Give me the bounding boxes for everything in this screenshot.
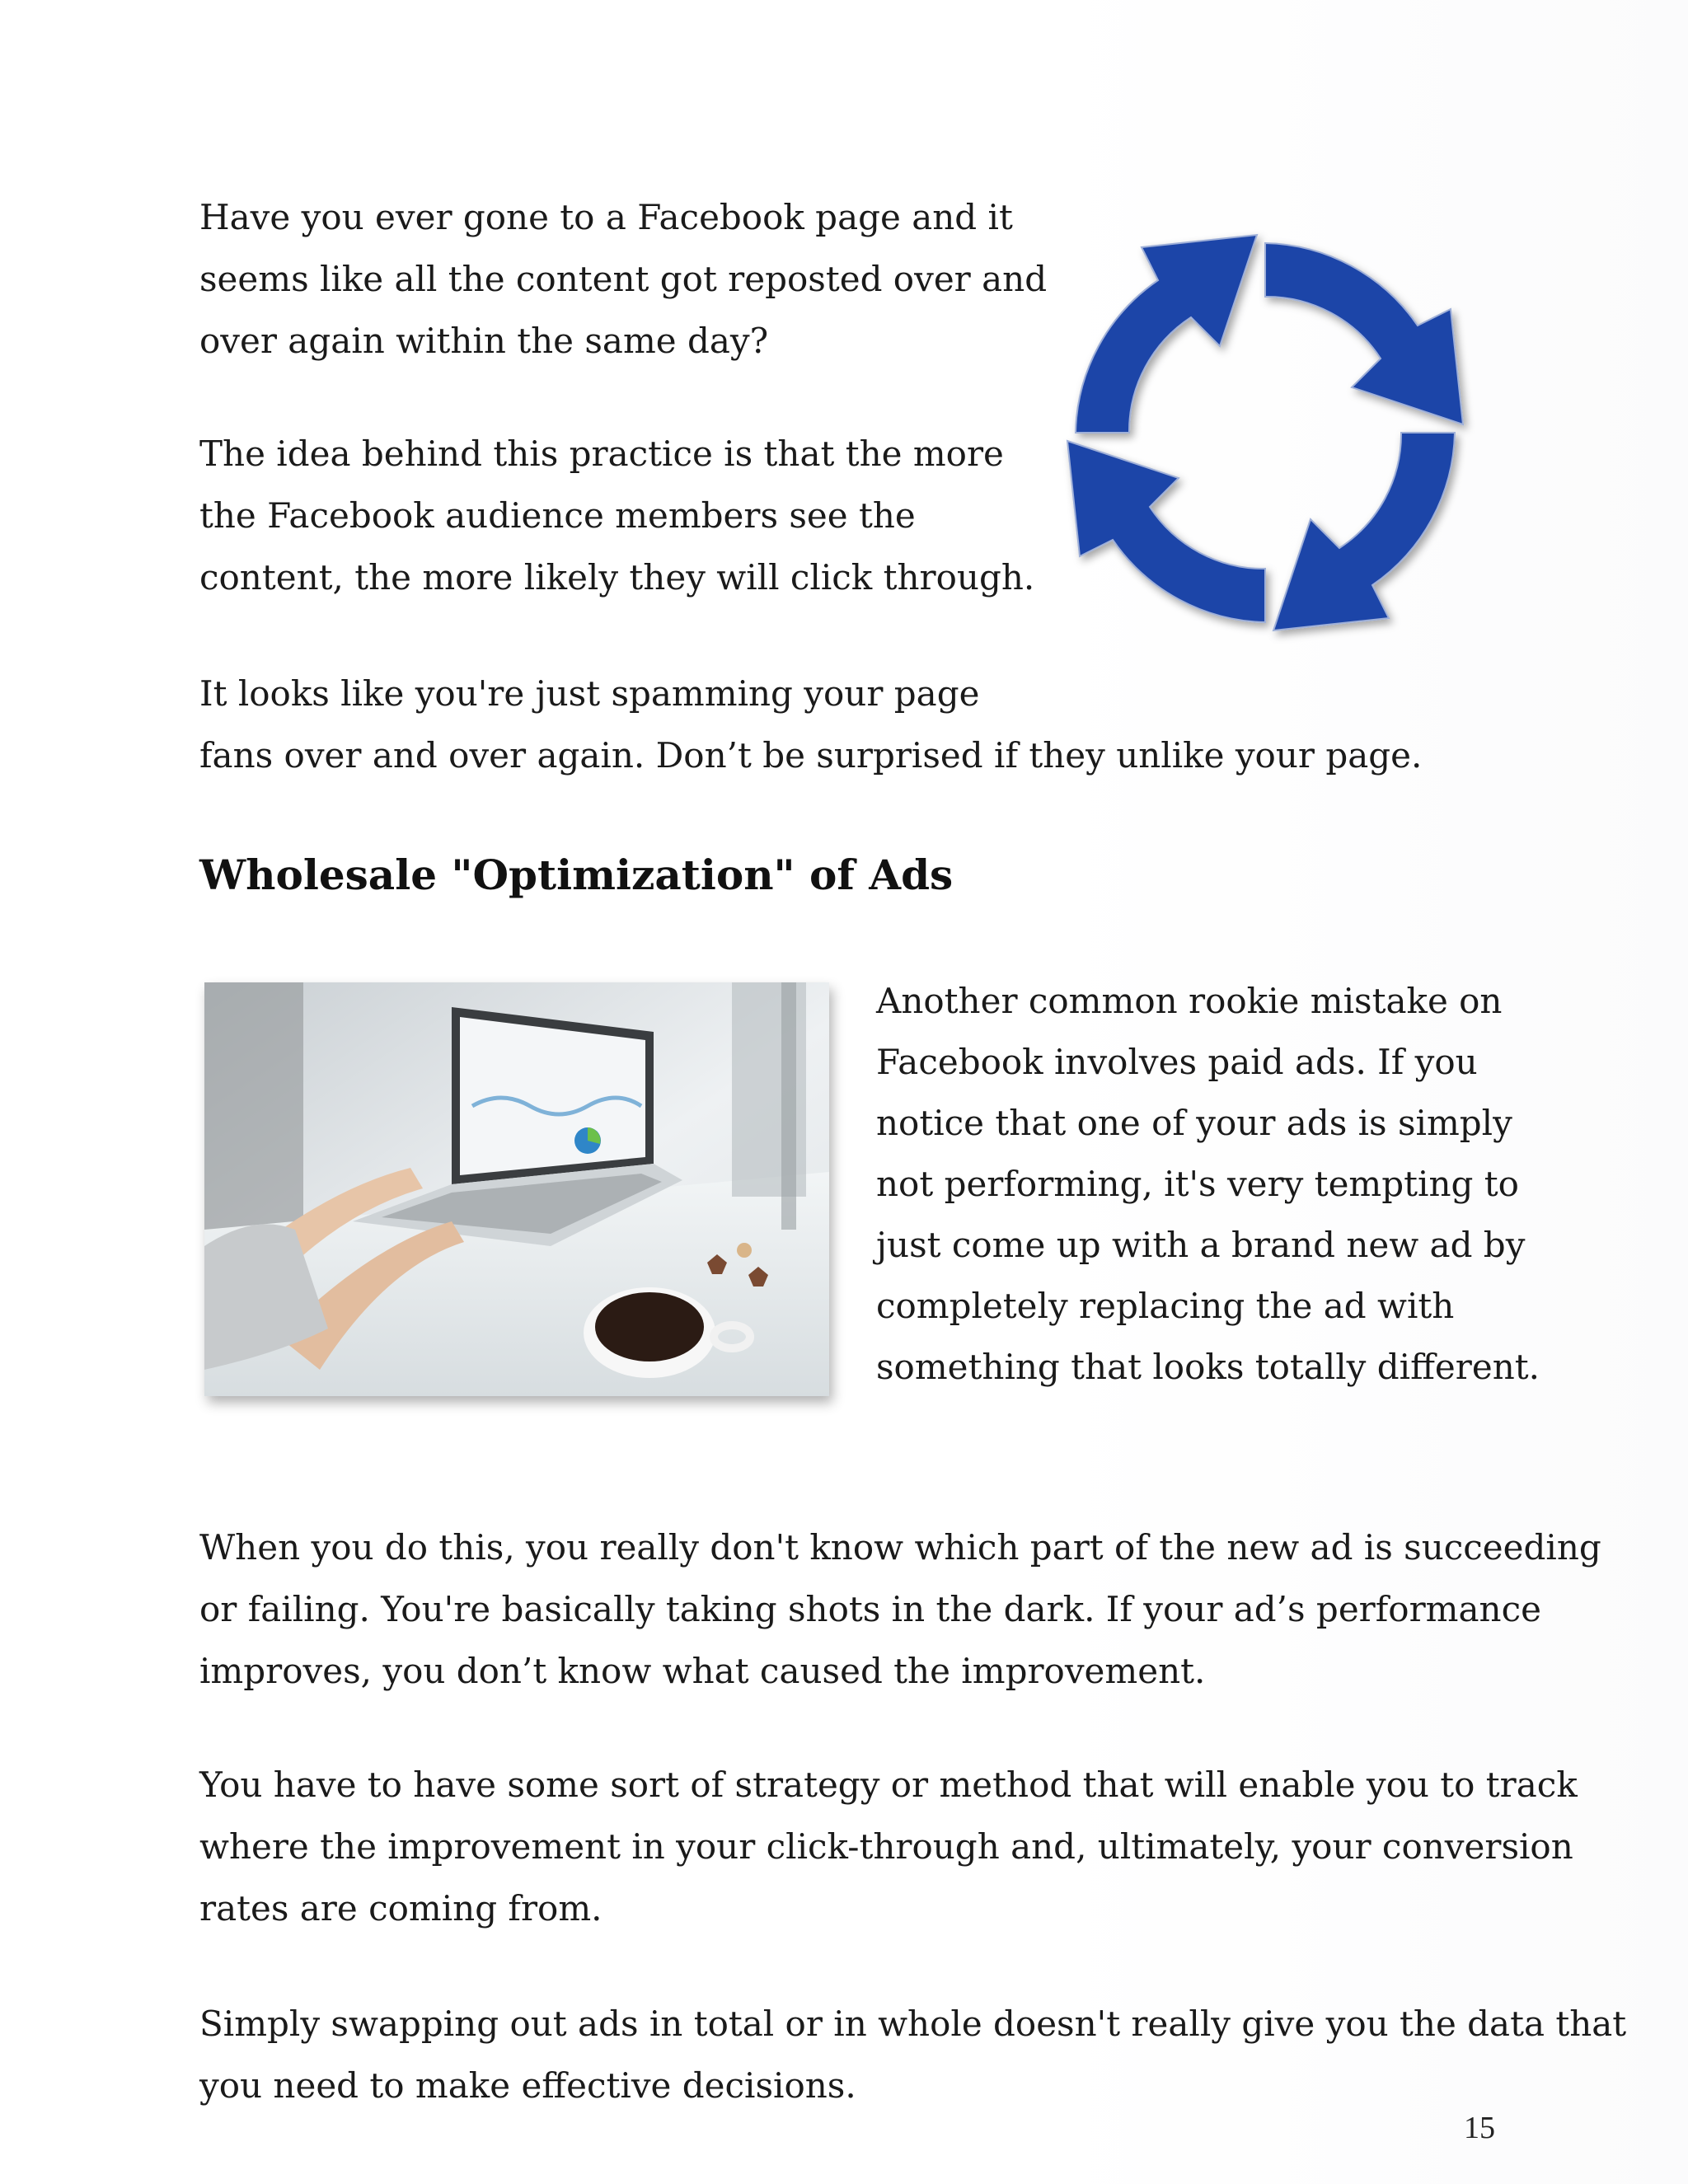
text-line: Simply swapping out ads in total or in whole doesn't really give you the data that (199, 2004, 1627, 2044)
text-line: just come up with a brand new ad by (876, 1225, 1526, 1265)
text-line: something that looks totally different. (876, 1347, 1540, 1387)
text-line: Facebook involves paid ads. If you (876, 1042, 1478, 1082)
text-line: you need to make effective decisions. (199, 2065, 856, 2106)
text-line: You have to have some sort of strategy or method that will enable you to track (199, 1765, 1578, 1805)
cycle-arrows-icon (1026, 194, 1504, 672)
text-line: notice that one of your ads is simply (876, 1103, 1512, 1143)
paragraph-swapping-ads (199, 1993, 1626, 2116)
text-line: The idea behind this practice is that the more (199, 434, 1004, 474)
paragraph-strategy-method (199, 1754, 1578, 1939)
paragraph-idea-behind-practice (199, 423, 1034, 608)
text-line: It looks like you're just spamming your page (199, 673, 980, 714)
text-line: not performing, it's very tempting to (876, 1164, 1519, 1204)
text-line: where the improvement in your click-through and, ultimately, your conversion (199, 1826, 1573, 1867)
page-number: 15 (1464, 2111, 1495, 2145)
paragraph-rookie-mistake (876, 971, 1540, 1398)
paragraph-facebook-repost-question (199, 186, 1047, 372)
text-line: seems like all the content got reposted over and (199, 259, 1048, 299)
text-line: content, the more likely they will click through. (199, 557, 1035, 598)
text-line: When you do this, you really don't know which part of the new ad is succeeding (199, 1527, 1601, 1568)
text-line: completely replacing the ad with (876, 1286, 1455, 1326)
text-line: over again within the same day? (199, 321, 769, 361)
text-line: the Facebook audience members see the (199, 495, 916, 536)
paragraph-spamming-fans (199, 663, 1422, 786)
paragraph-shots-in-dark (199, 1516, 1601, 1702)
section-heading: Wholesale "Optimization" of Ads (199, 851, 954, 899)
text-line: fans over and over again. Don’t be surprised if they unlike your page. (199, 735, 1423, 776)
text-line: rates are coming from. (199, 1888, 603, 1929)
laptop-coffee-photo (204, 982, 829, 1396)
text-line: improves, you don’t know what caused the improvement. (199, 1651, 1206, 1691)
text-line: Another common rookie mistake on (876, 981, 1503, 1021)
text-line: Have you ever gone to a Facebook page and it (199, 197, 1013, 237)
text-line: or failing. You're basically taking shots in the dark. If your ad’s performance (199, 1589, 1541, 1629)
